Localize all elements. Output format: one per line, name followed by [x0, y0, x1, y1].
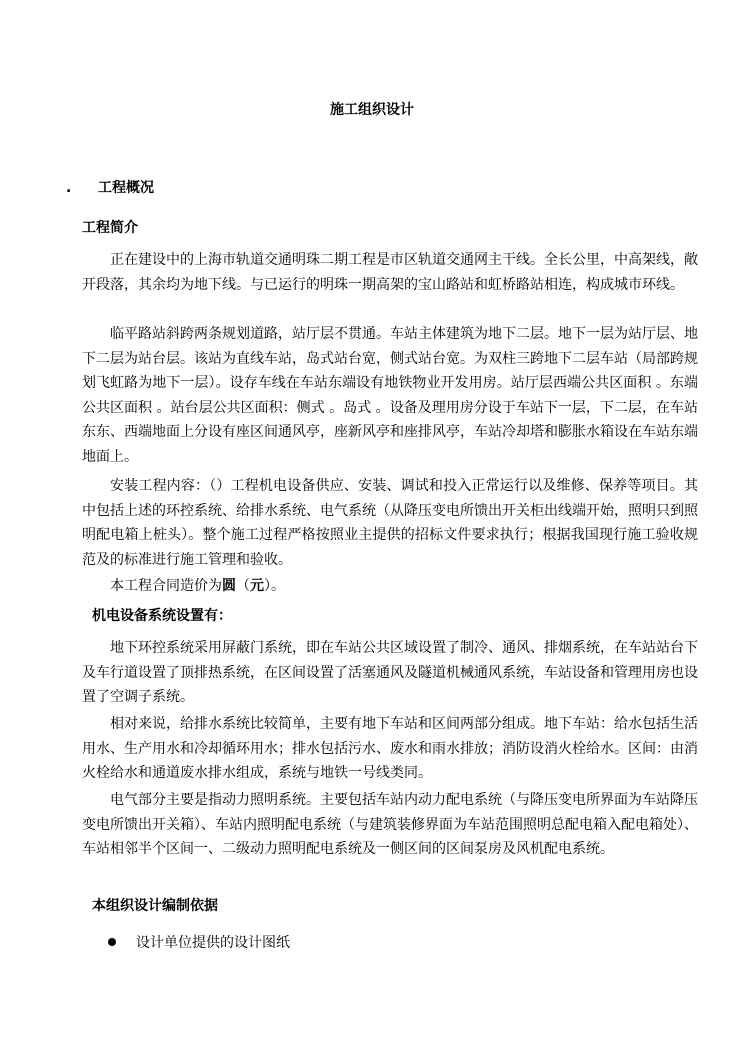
paragraph-systems-2: 相对来说，给排水系统比较简单，主要有地下车站和区间两部分组成。地下车站：给水包括生活用水、生产用水和冷却循环用水；排水包括污水、废水和雨水排放；消防设消火栓给水。区间：由消火栓给水和通道废水排水组成，系统与地铁一号线类同。 [82, 716, 698, 781]
section-heading [66, 178, 154, 198]
list-item-text: 设计单位提供的设计图纸 [136, 935, 290, 951]
paragraph-contract-price [82, 574, 698, 599]
contract-unit: 元 [250, 578, 264, 594]
paragraph-overview-1: 正在建设中的上海市轨道交通明珠二期工程是市区轨道交通网主干线。全长公里，中高架线，敞开段落，其余均为地下线。与已运行的明珠一期高架的宝山路站和虹桥路站相连，构成城市环线。 [82, 252, 698, 293]
subsection-heading-systems: 机电设备系统设置有： [92, 608, 232, 624]
list-item [108, 932, 290, 954]
paragraph-overview-2: 临平路站斜跨两条规划道路，站厅层不贯通。车站主体建筑为地下二层。地下一层为站厅层、地下二层为站台层。该站为直线车站，岛式站台宽，侧式站台宽。为双柱三跨地下二层车站（局部跨规划飞虹路为地下一层）。设存车线在车站东端设有地铁物业开发用房。站厅层西端公共区面积 。东端公共区面积 。站台层公共区面积：侧式 。岛式 。设备及理用房分设于车站下一层，下二层，在车站东东、西端地面上分设有座区间通风亭，座新风亭和座排风亭，车站冷却塔和膨胀水箱设在车站东端地面上。 [82, 326, 698, 465]
paragraph-systems-1: 地下环控系统采用屏蔽门系统，即在车站公共区域设置了制冷、通风、排烟系统，在车站站台下及车行道设置了顶排热系统，在区间设置了活塞通风及隧道机械通风系统，车站设备和管理用房也设置了空调子系统。 [82, 640, 698, 705]
subsection-heading-basis: 本组织设计编制依据 [92, 898, 218, 914]
contract-paren-open: （ [236, 578, 250, 594]
paragraph-systems-3: 电气部分主要是指动力照明系统。主要包括车站内动力配电系统（与降压变电所界面为车站降压变电所馈出开关箱）、车站内照明配电系统（与建筑装修界面为车站范围照明总配电箱入配电箱处）、车站相邻半个区间一、二级动力照明配电系统及一侧区间的区间泵房及风机配电系统。 [82, 792, 698, 857]
paragraph-overview-3: 安装工程内容：（）工程机电设备供应、安装、调试和投入正常运行以及维修、保养等项目。其中包括上述的环控系统、给排水系统、电气系统（从降压变电所馈出开关柜出线端开始，照明只到照明配电箱上桩头）。整个施工过程严格按照业主提供的招标文件要求执行；根据我国现行施工验收规范及的标准进行施工管理和验收。 [82, 478, 698, 568]
contract-suffix: ）。 [264, 578, 285, 594]
subsection-heading-overview: 工程简介 [82, 220, 138, 236]
section-heading-text: 工程概况 [98, 180, 154, 196]
section-number: . [66, 180, 72, 196]
bullet-icon [108, 938, 116, 946]
contract-prefix: 本工程合同造价为 [110, 578, 222, 594]
contract-currency: 圆 [222, 578, 236, 594]
document-title: 施工组织设计 [330, 102, 414, 118]
